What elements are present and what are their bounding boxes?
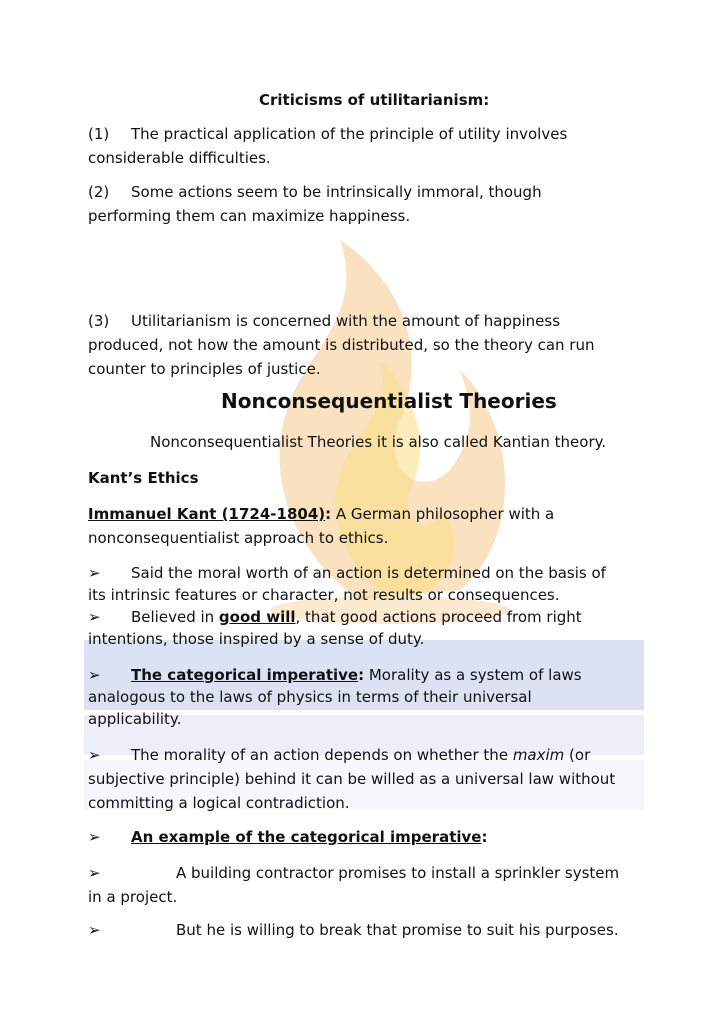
bullet-maxim-cont: subjective principle) behind it can be willed as a universal law without <box>88 770 616 788</box>
criticism-number: (3) <box>88 312 110 330</box>
arrowhead-bullet-icon: ➢ <box>88 828 101 846</box>
bullet-example: ➢ An example of the categorical imperative: <box>88 825 487 849</box>
criticism-3: (3) Utilitarianism is concerned with the amount of happiness <box>88 309 560 333</box>
bullet-contractor: ➢ A building contractor promises to install a sprinkler system <box>88 861 619 885</box>
bullet-ci-cont2: applicability. <box>88 710 182 728</box>
arrowhead-bullet-icon: ➢ <box>88 564 101 582</box>
arrowhead-bullet-icon: ➢ <box>88 608 101 626</box>
criticisms-title: Criticisms of utilitarianism: <box>259 91 490 109</box>
categorical-imperative-term: The categorical imperative <box>131 666 359 684</box>
bullet-categorical-imperative: ➢ The categorical imperative: Morality as a system of laws <box>88 663 582 687</box>
kant-intro: Immanuel Kant (1724-1804): A German philosopher with a <box>88 505 555 523</box>
good-will-term: good will <box>218 608 296 626</box>
arrowhead-bullet-icon: ➢ <box>88 746 101 764</box>
bullet-good-will-cont: intentions, those inspired by a sense of duty. <box>88 630 425 648</box>
bullet-contractor-cont: in a project. <box>88 888 178 906</box>
arrowhead-bullet-icon: ➢ <box>88 666 101 684</box>
kant-intro-cont: nonconsequentialist approach to ethics. <box>88 529 389 547</box>
bullet-promise: ➢ But he is willing to break that promise to suit his purposes. <box>88 918 619 942</box>
criticism-number: (2) <box>88 183 110 201</box>
bullet-maxim: ➢ The morality of an action depends on whether the maxim (or <box>88 743 590 767</box>
bullet-maxim-cont2: committing a logical contradiction. <box>88 794 350 812</box>
criticism-number: (1) <box>88 125 110 143</box>
section-heading: Nonconsequentialist Theories <box>221 389 557 413</box>
criticism-2: (2) Some actions seem to be intrinsically immoral, though <box>88 180 542 204</box>
example-term: An example of the categorical imperative <box>131 828 482 846</box>
kant-ethics-subheading: Kant’s Ethics <box>88 469 199 487</box>
bullet-ci-cont: analogous to the laws of physics in terms of their universal <box>88 688 532 706</box>
criticism-1: (1) The practical application of the principle of utility involves <box>88 122 567 146</box>
arrowhead-bullet-icon: ➢ <box>88 921 101 939</box>
bullet-good-will: ➢ Believed in good will, that good actions proceed from right <box>88 605 582 629</box>
kant-name: Immanuel Kant (1724-1804) <box>88 505 326 523</box>
maxim-term: maxim <box>512 746 565 764</box>
criticism-3-cont: produced, not how the amount is distributed, so the theory can run <box>88 336 595 354</box>
criticism-1-cont: considerable difficulties. <box>88 149 271 167</box>
bullet-moral-worth-cont: its intrinsic features or character, not results or consequences. <box>88 586 560 604</box>
bullet-moral-worth: ➢ Said the moral worth of an action is determined on the basis of <box>88 561 606 585</box>
intro-text: Nonconsequentialist Theories it is also called Kantian theory. <box>150 433 607 451</box>
criticism-3-cont2: counter to principles of justice. <box>88 360 321 378</box>
criticism-2-cont: performing them can maximize happiness. <box>88 207 411 225</box>
arrowhead-bullet-icon: ➢ <box>88 864 101 882</box>
